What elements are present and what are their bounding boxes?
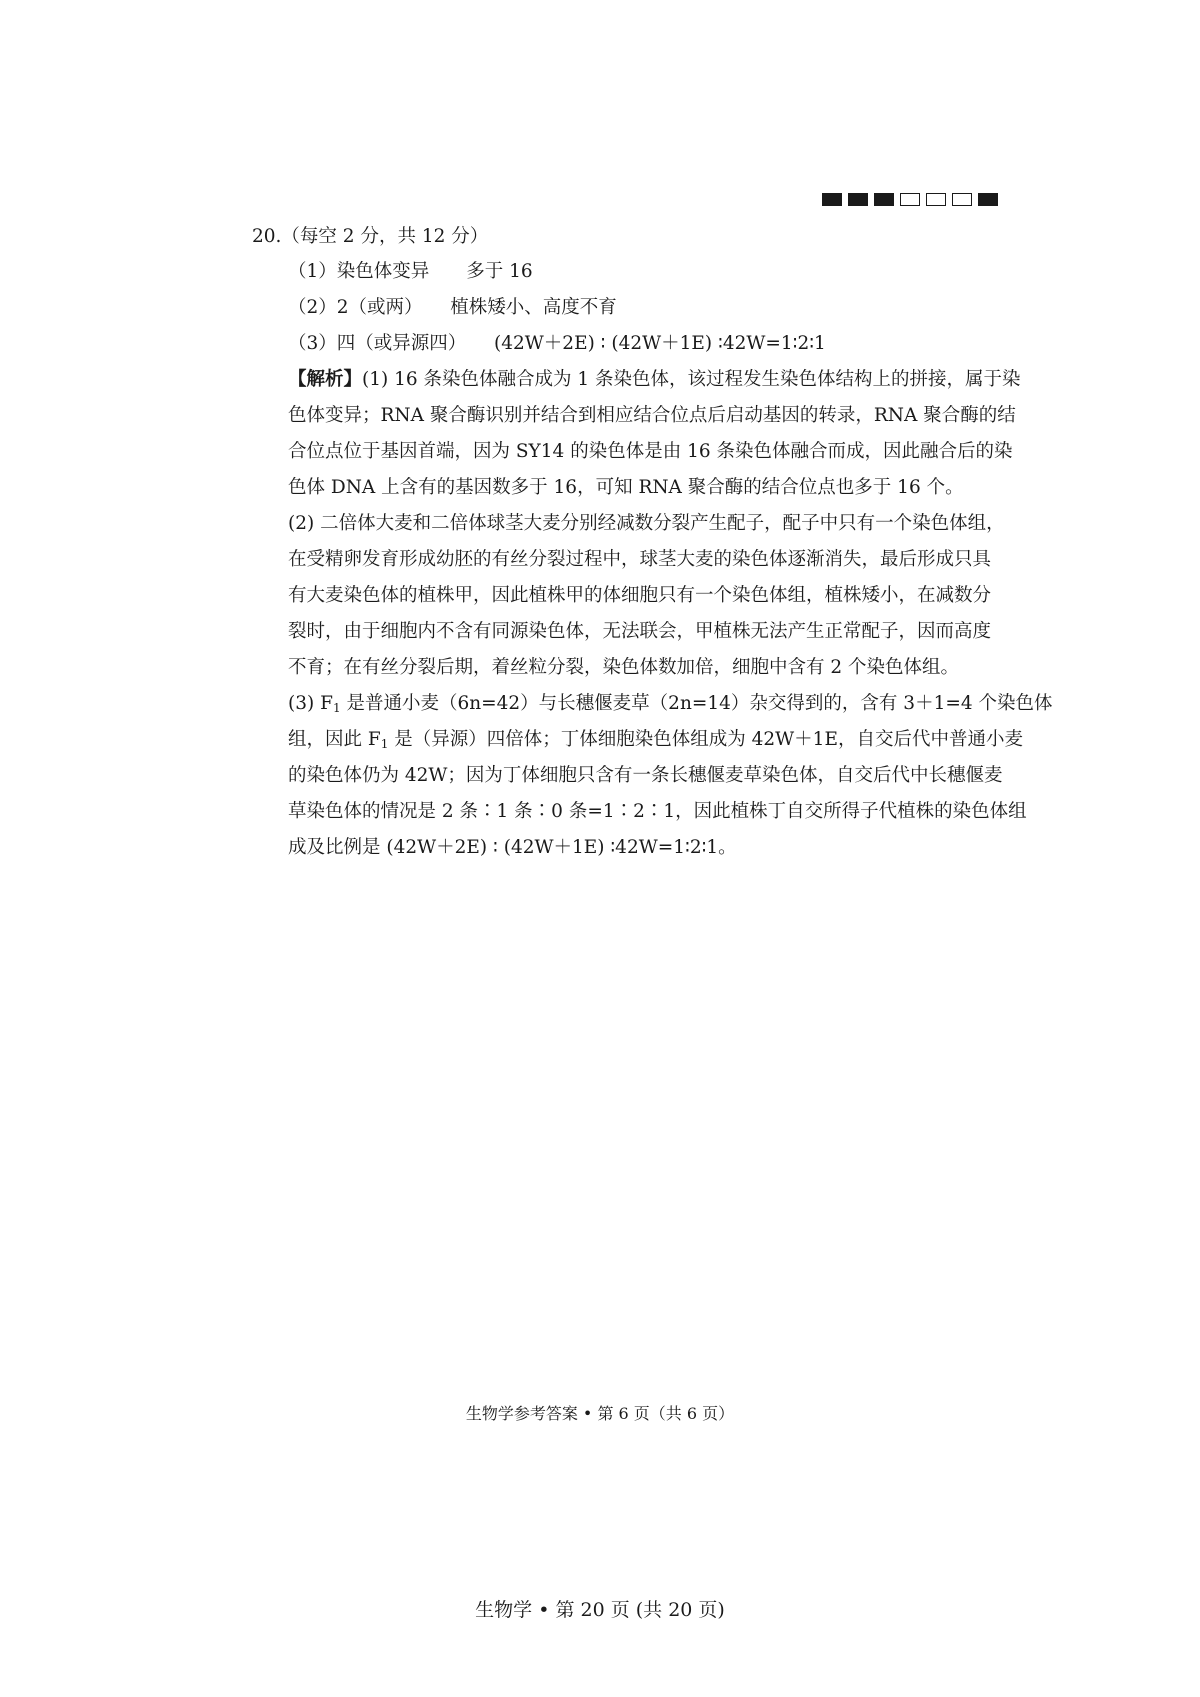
page-marker-filled — [874, 193, 894, 206]
analysis-text: 是（异源）四倍体；丁体细胞染色体组成为 42W＋1E，自交后代中普通小麦 — [388, 729, 1023, 750]
analysis-line: 成及比例是 (42W＋2E) ∶ (42W＋1E) ∶42W=1∶2∶1。 — [288, 837, 737, 858]
answer-2: （2）2（或两） 植株矮小、高度不育 — [288, 297, 617, 318]
answer-1: （1）染色体变异 多于 16 — [288, 261, 533, 282]
analysis-line: 的染色体仍为 42W；因为丁体细胞只含有一条长穗偃麦草染色体，自交后代中长穗偃麦 — [288, 765, 1003, 786]
analysis-line: (2) 二倍体大麦和二倍体球茎大麦分别经减数分裂产生配子，配子中只有一个染色体组， — [288, 513, 1005, 534]
analysis-line: 色体变异；RNA 聚合酶识别并结合到相应结合位点后启动基因的转录，RNA 聚合酶的结 — [288, 405, 1016, 426]
inner-page-footer: 生物学参考答案 • 第 6 页（共 6 页） — [465, 1404, 735, 1423]
page-marker-filled — [848, 193, 868, 206]
analysis-text: (3) F — [288, 693, 333, 714]
subscript: 1 — [332, 701, 341, 715]
page-marker-filled — [978, 193, 998, 206]
page-marker-empty — [952, 193, 972, 206]
analysis-line: 色体 DNA 上含有的基因数多于 16，可知 RNA 聚合酶的结合位点也多于 16 个。 — [288, 477, 964, 498]
analysis-line — [288, 367, 1021, 393]
page-marker-strip — [822, 193, 998, 206]
analysis-line — [288, 691, 1053, 721]
analysis-line: 不育；在有丝分裂后期，着丝粒分裂，染色体数加倍，细胞中含有 2 个染色体组。 — [288, 657, 960, 678]
question-header: 20.（每空 2 分，共 12 分） — [252, 226, 489, 247]
subscript: 1 — [380, 737, 389, 751]
page-marker-empty — [900, 193, 920, 206]
analysis-line: 草染色体的情况是 2 条∶1 条∶0 条=1∶2∶1，因此植株丁自交所得子代植株的染色体组 — [288, 801, 1027, 822]
analysis-line: 有大麦染色体的植株甲，因此植株甲的体细胞只有一个染色体组，植株矮小，在减数分 — [288, 585, 992, 606]
analysis-text: (1) 16 条染色体融合成为 1 条染色体，该过程发生染色体结构上的拼接，属于染 — [362, 369, 1021, 390]
analysis-line: 裂时，由于细胞内不含有同源染色体，无法联会，甲植株无法产生正常配子，因而高度 — [288, 621, 992, 642]
analysis-line — [288, 727, 1023, 757]
analysis-label: 【解析】 — [288, 369, 363, 390]
analysis-line: 合位点位于基因首端，因为 SY14 的染色体是由 16 条染色体融合而成，因此融合后的染 — [288, 441, 1013, 462]
answer-3: （3）四（或异源四） (42W＋2E) ∶ (42W＋1E) ∶42W=1∶2∶1 — [288, 333, 826, 354]
page-marker-filled — [822, 193, 842, 206]
analysis-text: 是普通小麦（6n=42）与长穗偃麦草（2n=14）杂交得到的，含有 3＋1=4 个染色体 — [340, 693, 1053, 714]
analysis-line: 在受精卵发育形成幼胚的有丝分裂过程中，球茎大麦的染色体逐渐消失，最后形成只具 — [288, 549, 992, 570]
page-marker-empty — [926, 193, 946, 206]
analysis-text: 组，因此 F — [288, 729, 381, 750]
outer-page-footer: 生物学 • 第 20 页 (共 20 页) — [475, 1599, 725, 1621]
